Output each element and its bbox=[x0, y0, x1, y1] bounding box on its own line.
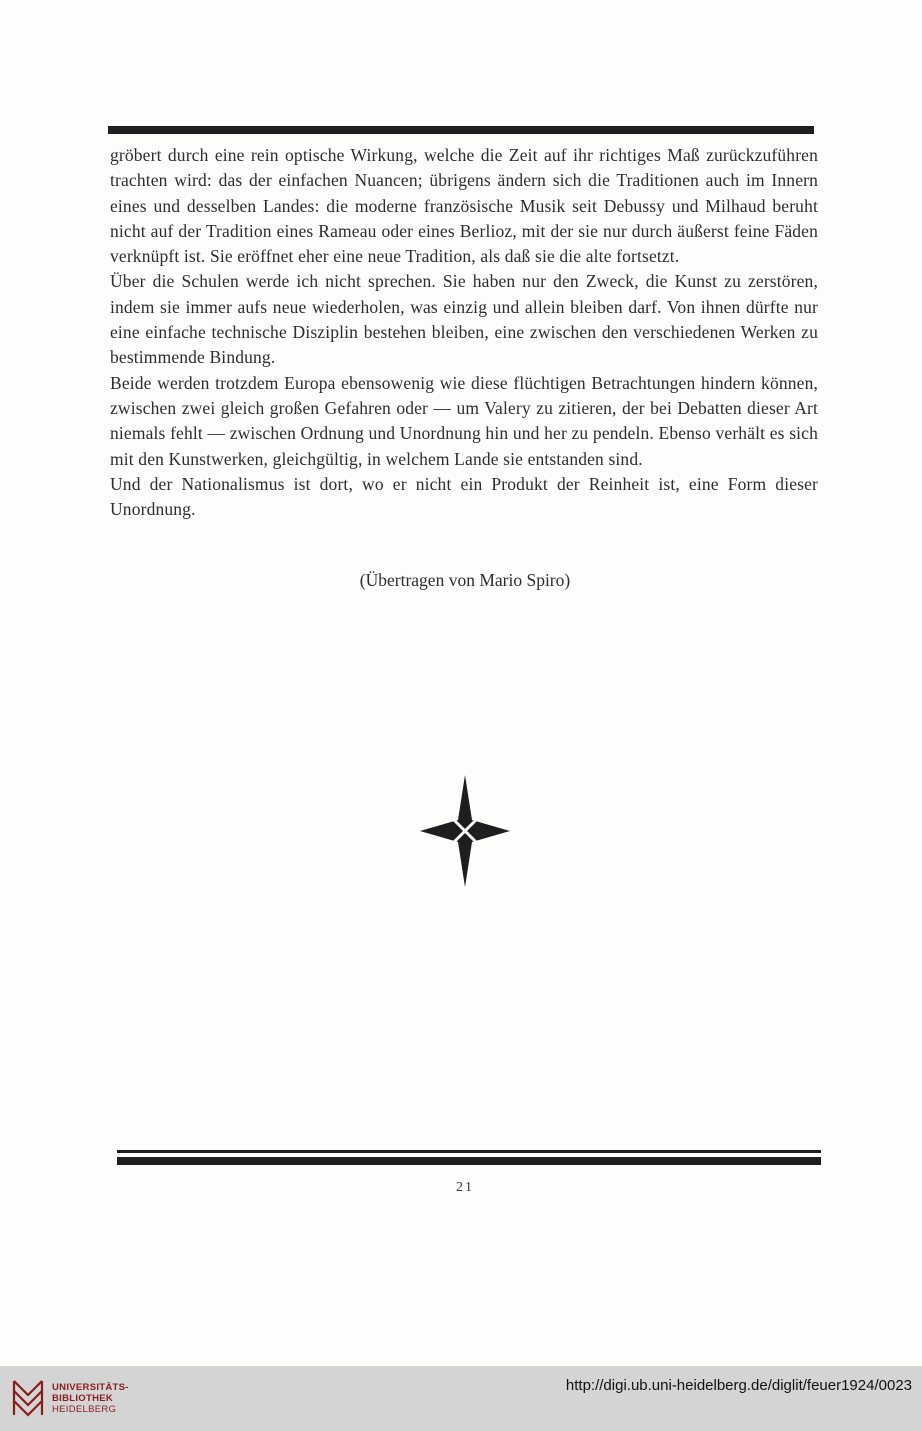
bottom-rule-thick bbox=[117, 1157, 821, 1165]
library-name-line-2: BIBLIOTHEK bbox=[52, 1393, 114, 1404]
bottom-rule-thin bbox=[117, 1150, 821, 1153]
university-library-logo-icon[interactable] bbox=[10, 1375, 46, 1421]
viewer-footer bbox=[0, 1366, 922, 1431]
body-text bbox=[110, 143, 818, 522]
page-number: 21 bbox=[456, 1180, 474, 1195]
translation-credit: (Übertragen von Mario Spiro) bbox=[359, 570, 571, 590]
four-pointed-star-ornament-icon bbox=[420, 775, 510, 887]
permalink-url[interactable]: http://digi.ub.uni-heidelberg.de/diglit/feuer1924/0023 bbox=[565, 1377, 912, 1394]
library-name-line-3: HEIDELBERG bbox=[52, 1404, 117, 1415]
paragraph-2: Über die Schulen werde ich nicht sprechen. Sie haben nur den Zweck, die Kunst zu zerstören, indem sie immer aufs neue wiederholen, was einzig und allein bleiben darf. Von ihnen dürfte nur eine einfache technische Disziplin bestehen bleiben, eine zwischen den verschiedenen Werken zu bestimmende Bindung. bbox=[110, 271, 818, 368]
top-rule bbox=[108, 126, 814, 134]
paragraph-4: Und der Nationalismus ist dort, wo er nicht ein Produkt der Reinheit ist, eine Form dieser Unordnung. bbox=[110, 473, 818, 520]
paragraph-3: Beide werden trotzdem Europa ebensowenig wie diese flüchtigen Betrachtungen hindern können, zwischen zwei gleich großen Gefahren oder — um Valery zu zitieren, der bei Debatten dieser Art niemals fehlt — zwischen Ordnung und Unordnung hin und her zu pendeln. Ebenso verhält es sich mit den Kunstwerken, gleichgültig, in welchem Lande sie entstanden sind. bbox=[110, 372, 818, 469]
paragraph-1: gröbert durch eine rein optische Wirkung, welche die Zeit auf ihr richtiges Maß zurückzuführen trachten wird: das der einfachen Nuancen; übrigens ändern sich die Traditionen auch im Innern eines und desselben Landes: die moderne französische Musik seit Debussy und Milhaud beruht nicht auf der Tradition eines Rameau oder eines Berlioz, mit der sie nur durch äußerst feine Fäden verknüpft ist. Sie eröffnet eher eine neue Tradition, als daß sie die alte fortsetzt. bbox=[110, 145, 818, 267]
library-name-line-1: UNIVERSITÄTS- bbox=[52, 1382, 129, 1393]
library-name bbox=[52, 1382, 129, 1415]
